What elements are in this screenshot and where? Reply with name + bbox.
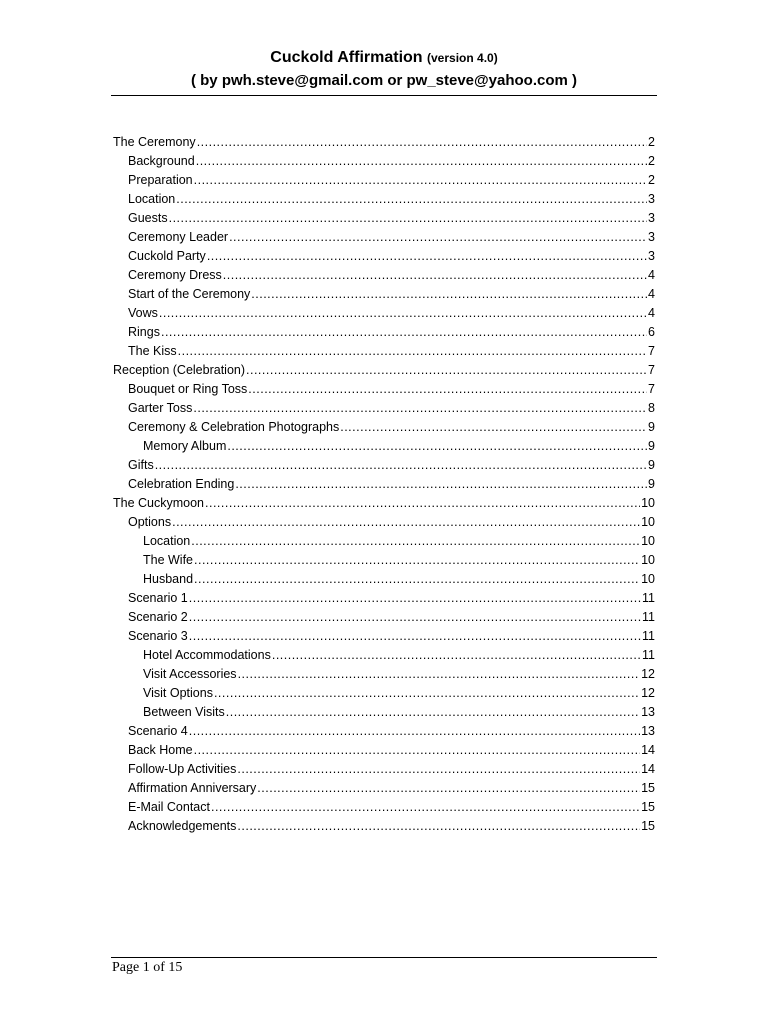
toc-dot-leader: [226, 703, 640, 722]
document-title: Cuckold Affirmation: [270, 49, 423, 66]
toc-entry-title: Follow-Up Activities: [128, 762, 237, 776]
toc-entry-page-number: 10: [641, 572, 655, 586]
toc-entry-title: The Kiss: [128, 344, 177, 358]
toc-entry[interactable]: [113, 418, 655, 437]
toc-entry[interactable]: [113, 684, 655, 703]
toc-entry-page-number: 7: [648, 363, 655, 377]
toc-entry-page-number: 9: [648, 458, 655, 472]
toc-dot-leader: [197, 133, 647, 152]
toc-entry-title: Start of the Ceremony: [128, 287, 251, 301]
toc-dot-leader: [189, 722, 640, 741]
toc-entry-page-number: 15: [641, 819, 655, 833]
toc-entry-page-number: 10: [641, 553, 655, 567]
toc-dot-leader: [161, 323, 647, 342]
toc-entry[interactable]: [113, 361, 655, 380]
toc-entry[interactable]: [113, 247, 655, 266]
toc-dot-leader: [194, 551, 640, 570]
toc-entry[interactable]: [113, 798, 655, 817]
toc-entry[interactable]: [113, 456, 655, 475]
toc-entry-title: Background: [128, 154, 195, 168]
toc-entry-page-number: 4: [648, 287, 655, 301]
toc-entry-page-number: 2: [648, 135, 655, 149]
toc-entry-page-number: 3: [648, 192, 655, 206]
document-version: (version 4.0): [427, 51, 498, 65]
toc-entry-page-number: 3: [648, 249, 655, 263]
document-title-line: [111, 46, 657, 70]
toc-entry-page-number: 4: [648, 268, 655, 282]
toc-entry-page-number: 11: [642, 591, 655, 605]
toc-dot-leader: [196, 152, 647, 171]
header-divider: [111, 95, 657, 96]
toc-dot-leader: [159, 304, 647, 323]
toc-entry[interactable]: [113, 323, 655, 342]
toc-dot-leader: [194, 570, 640, 589]
toc-dot-leader: [237, 817, 640, 836]
toc-dot-leader: [178, 342, 647, 361]
toc-entry-title: The Wife: [143, 553, 194, 567]
toc-entry-page-number: 11: [642, 610, 655, 624]
toc-entry-title: Scenario 1: [128, 591, 188, 605]
toc-dot-leader: [194, 171, 647, 190]
footer-divider: [111, 957, 657, 958]
toc-entry-title: Visit Options: [143, 686, 213, 700]
toc-entry[interactable]: [113, 513, 655, 532]
toc-dot-leader: [257, 779, 640, 798]
toc-entry-title: Acknowledgements: [128, 819, 237, 833]
toc-entry-title: Garter Toss: [128, 401, 193, 415]
page-number-footer: Page 1 of 15: [112, 960, 183, 975]
toc-entry-title: The Ceremony: [113, 135, 196, 149]
table-of-contents: [113, 133, 655, 836]
toc-entry-page-number: 4: [648, 306, 655, 320]
toc-entry[interactable]: [113, 304, 655, 323]
toc-entry[interactable]: [113, 646, 655, 665]
toc-entry-title: Ceremony & Celebration Photographs: [128, 420, 340, 434]
toc-entry[interactable]: [113, 570, 655, 589]
toc-entry-title: Guests: [128, 211, 168, 225]
toc-entry-page-number: 3: [648, 211, 655, 225]
toc-entry[interactable]: [113, 475, 655, 494]
document-header: [111, 46, 657, 92]
toc-dot-leader: [227, 437, 647, 456]
toc-dot-leader: [251, 285, 647, 304]
toc-entry[interactable]: [113, 627, 655, 646]
toc-entry-title: Bouquet or Ring Toss: [128, 382, 248, 396]
toc-entry-page-number: 9: [648, 439, 655, 453]
toc-dot-leader: [237, 760, 640, 779]
toc-entry-page-number: 13: [641, 705, 655, 719]
toc-entry-title: Back Home: [128, 743, 193, 757]
toc-dot-leader: [189, 627, 641, 646]
toc-entry[interactable]: [113, 209, 655, 228]
toc-entry-page-number: 12: [641, 667, 655, 681]
toc-entry-page-number: 10: [641, 496, 655, 510]
toc-entry-page-number: 11: [642, 648, 655, 662]
toc-entry-title: Cuckold Party: [128, 249, 206, 263]
toc-entry[interactable]: [113, 608, 655, 627]
toc-dot-leader: [205, 494, 640, 513]
toc-entry-title: Memory Album: [143, 439, 227, 453]
toc-entry[interactable]: [113, 779, 655, 798]
toc-entry-page-number: 14: [641, 743, 655, 757]
toc-entry[interactable]: [113, 228, 655, 247]
toc-entry[interactable]: [113, 171, 655, 190]
toc-dot-leader: [155, 456, 647, 475]
toc-dot-leader: [169, 209, 647, 228]
toc-entry[interactable]: [113, 133, 655, 152]
toc-entry-page-number: 13: [641, 724, 655, 738]
toc-entry[interactable]: [113, 152, 655, 171]
toc-entry-page-number: 10: [641, 534, 655, 548]
toc-entry[interactable]: [113, 380, 655, 399]
toc-dot-leader: [214, 684, 640, 703]
toc-entry[interactable]: [113, 190, 655, 209]
toc-entry[interactable]: [113, 741, 655, 760]
toc-entry-title: Rings: [128, 325, 160, 339]
toc-dot-leader: [176, 190, 647, 209]
toc-entry[interactable]: [113, 589, 655, 608]
toc-entry-title: Ceremony Leader: [128, 230, 229, 244]
toc-entry-title: Celebration Ending: [128, 477, 235, 491]
toc-entry[interactable]: [113, 665, 655, 684]
toc-dot-leader: [248, 380, 647, 399]
toc-entry-page-number: 3: [648, 230, 655, 244]
toc-entry-title: Ceremony Dress: [128, 268, 222, 282]
toc-entry-page-number: 6: [648, 325, 655, 339]
toc-entry-title: Options: [128, 515, 172, 529]
toc-entry-title: Scenario 2: [128, 610, 188, 624]
toc-dot-leader: [272, 646, 641, 665]
toc-dot-leader: [340, 418, 647, 437]
toc-entry-title: Scenario 3: [128, 629, 188, 643]
toc-entry-title: Preparation: [128, 173, 193, 187]
toc-entry[interactable]: [113, 342, 655, 361]
toc-dot-leader: [223, 266, 647, 285]
toc-entry-page-number: 10: [641, 515, 655, 529]
toc-entry-title: Scenario 4: [128, 724, 188, 738]
toc-dot-leader: [189, 589, 641, 608]
toc-entry-title: The Cuckymoon: [113, 496, 205, 510]
toc-entry-title: Reception (Celebration): [113, 363, 246, 377]
toc-entry-title: Location: [128, 192, 176, 206]
toc-entry[interactable]: [113, 703, 655, 722]
toc-entry-title: E-Mail Contact: [128, 800, 210, 814]
toc-dot-leader: [229, 228, 647, 247]
toc-dot-leader: [246, 361, 647, 380]
toc-entry-page-number: 9: [648, 420, 655, 434]
toc-dot-leader: [191, 532, 640, 551]
toc-entry-page-number: 2: [648, 173, 655, 187]
toc-entry-page-number: 7: [648, 344, 655, 358]
toc-entry-title: Visit Accessories: [143, 667, 237, 681]
toc-entry[interactable]: [113, 817, 655, 836]
toc-entry-title: Affirmation Anniversary: [128, 781, 257, 795]
document-subtitle: ( by pwh.steve@gmail.com or pw_steve@yahoo.com ): [190, 72, 577, 89]
toc-entry[interactable]: [113, 266, 655, 285]
toc-entry[interactable]: [113, 722, 655, 741]
toc-entry[interactable]: [113, 285, 655, 304]
toc-entry[interactable]: [113, 437, 655, 456]
toc-entry-page-number: 7: [648, 382, 655, 396]
toc-entry-title: Between Visits: [143, 705, 225, 719]
toc-dot-leader: [193, 399, 647, 418]
toc-entry-title: Gifts: [128, 458, 154, 472]
toc-entry[interactable]: [113, 494, 655, 513]
toc-entry-title: Hotel Accommodations: [143, 648, 271, 662]
toc-entry-title: Husband: [143, 572, 194, 586]
toc-entry-title: Location: [143, 534, 191, 548]
toc-dot-leader: [207, 247, 647, 266]
toc-entry-page-number: 8: [648, 401, 655, 415]
toc-entry-page-number: 2: [648, 154, 655, 168]
toc-dot-leader: [211, 798, 640, 817]
toc-entry-page-number: 11: [642, 629, 655, 643]
toc-entry[interactable]: [113, 551, 655, 570]
toc-dot-leader: [235, 475, 647, 494]
toc-entry-page-number: 9: [648, 477, 655, 491]
toc-dot-leader: [172, 513, 640, 532]
toc-entry[interactable]: [113, 532, 655, 551]
toc-entry-page-number: 15: [641, 781, 655, 795]
toc-entry-page-number: 12: [641, 686, 655, 700]
toc-entry[interactable]: [113, 399, 655, 418]
toc-dot-leader: [189, 608, 641, 627]
toc-dot-leader: [238, 665, 641, 684]
toc-entry-page-number: 15: [641, 800, 655, 814]
toc-entry-title: Vows: [128, 306, 158, 320]
toc-dot-leader: [194, 741, 640, 760]
toc-entry-page-number: 14: [641, 762, 655, 776]
toc-entry[interactable]: [113, 760, 655, 779]
